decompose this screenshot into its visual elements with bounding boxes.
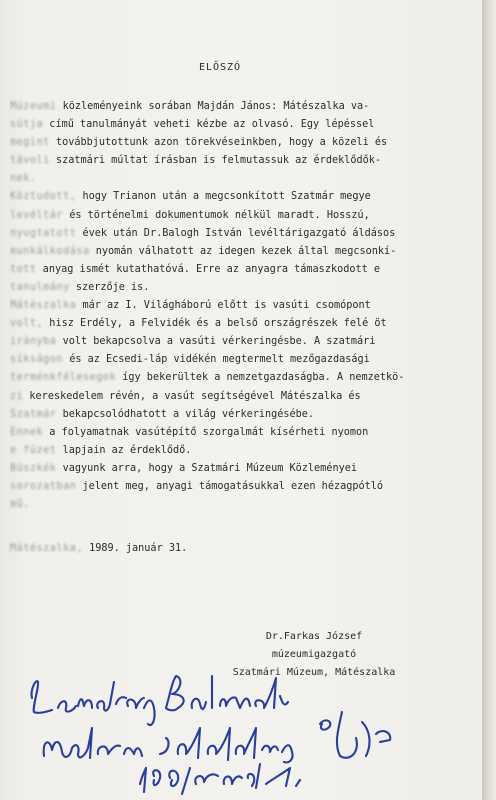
line-text: évek után Dr.Balogh István levéltárigazgató áldásos: [76, 227, 396, 239]
faded-line-start: Múzeumi: [10, 101, 57, 112]
signer-name: Dr.Farkas József: [265, 631, 363, 642]
line-text: szerzője is.: [69, 281, 150, 293]
signer-role: múzeumigazgató: [271, 649, 357, 660]
faded-line-start: nek.: [10, 173, 37, 185]
faded-line-start: tott: [10, 263, 37, 275]
text-line: [10, 406, 472, 424]
faded-line-start: tanulmány: [10, 281, 70, 293]
faded-line-start: síkságon: [10, 354, 64, 366]
line-text: anyag ismét kutathatóvá. Erre az anyagra támaszkodott e: [36, 263, 381, 275]
text-line: [10, 478, 472, 496]
text-line: [10, 261, 472, 279]
line-text: volt bekapcsolva a vasúti vérkeringésbe. A szatmári: [56, 336, 376, 348]
line-text: kereskedelem révén, a vasút segítségével Mátészalka és: [23, 390, 361, 402]
text-line: [10, 315, 472, 333]
text-line: [10, 116, 472, 134]
line-text: jelent meg, anyagi támogatásukkal ezen hézagpótló: [76, 480, 384, 492]
line-text: a folyamatnak vasútépítő szorgalmát kísérheti nyomon: [43, 426, 369, 438]
faded-line-start: Mátészalka: [10, 300, 77, 312]
line-text: közleményeink sorában Majdán János: Mátészalka va-: [56, 101, 370, 112]
line-text: és történelmi dokumentumok nélkül maradt. Hosszú,: [63, 209, 370, 221]
faded-line-start: Ennek: [10, 426, 44, 438]
line-text: lapjain az érdeklődő.: [56, 444, 192, 456]
page-edge: [482, 0, 496, 800]
signer-institution: Szatmári Múzeum, Mátészalka: [232, 667, 396, 678]
handwritten-dedication: [20, 668, 460, 798]
faded-line-start: nyugtatott: [10, 227, 77, 239]
text-line: [10, 388, 472, 406]
line-text: hisz Erdély, a Felvidék és a belső országrészek felé öt: [43, 318, 387, 330]
faded-line-start: mű.: [10, 499, 30, 511]
text-line: [10, 207, 472, 225]
faded-line-start: munkálkodása: [10, 245, 90, 257]
text-line: [10, 424, 472, 442]
line-text: már az I. Világháború előtt is vasúti csomópont: [76, 300, 371, 312]
text-line: [10, 351, 472, 369]
line-text: így bekerültek a nemzetgazdaságba. A nemzetkö-: [116, 372, 405, 384]
text-line: [10, 442, 472, 460]
page-title: ELŐSZÓ: [198, 62, 242, 73]
text-line: [10, 369, 472, 387]
text-line: [10, 297, 472, 315]
text-line: [10, 496, 472, 514]
faded-line-start: Büszkék: [10, 462, 57, 474]
faded-line-start: levéltár: [10, 209, 64, 221]
faded-line-start: e füzet: [10, 444, 57, 456]
text-line: [10, 333, 472, 351]
date-value: 1989. január 31.: [82, 543, 188, 554]
faded-line-start: sútja: [10, 119, 44, 131]
faded-line-start: volt,: [10, 318, 44, 330]
text-line: [10, 225, 472, 243]
line-text: bekapcsolódhatott a világ vérkeringésébe.: [56, 408, 315, 420]
text-line: [10, 188, 472, 206]
faded-line-start: irányba: [10, 336, 57, 348]
faded-line-start: távoli: [10, 155, 50, 167]
text-line: [10, 170, 472, 188]
preface-text: [10, 98, 472, 514]
text-line: [10, 243, 472, 261]
line-text: továbbjutottunk azon törekvéseinkben, hogy a közeli és: [49, 137, 388, 149]
text-line: [10, 152, 472, 170]
text-line: [10, 460, 472, 478]
date-place: Mátészalka,: [10, 543, 83, 554]
line-text: című tanulmányát veheti kézbe az olvasó. Egy lépéssel: [43, 119, 375, 131]
faded-line-start: terménkfélesegek: [10, 372, 117, 384]
text-line: [10, 98, 472, 116]
text-line: [10, 134, 472, 152]
faded-line-start: sorozatban: [10, 480, 77, 492]
faded-line-start: Szatmár: [10, 408, 57, 420]
line-text: hogy Trianon után a megcsonkított Szatmár megye: [76, 191, 371, 203]
line-text: szatmári múltat írásban is felmutassuk az érdeklődők-: [49, 155, 382, 167]
line-text: és az Ecsedi-láp vidékén megtermelt mezőgazdasági: [63, 354, 370, 366]
line-text: vagyunk arra, hogy a Szatmári Múzeum Közleményei: [56, 462, 357, 474]
faded-line-start: zi: [10, 390, 24, 402]
text-line: [10, 279, 472, 297]
date-line: [10, 543, 187, 554]
faded-line-start: megint: [10, 137, 50, 149]
line-text: nyomán válhatott az idegen kezek által megcsonkí-: [89, 245, 397, 257]
faded-line-start: Köztudott,: [10, 191, 77, 203]
